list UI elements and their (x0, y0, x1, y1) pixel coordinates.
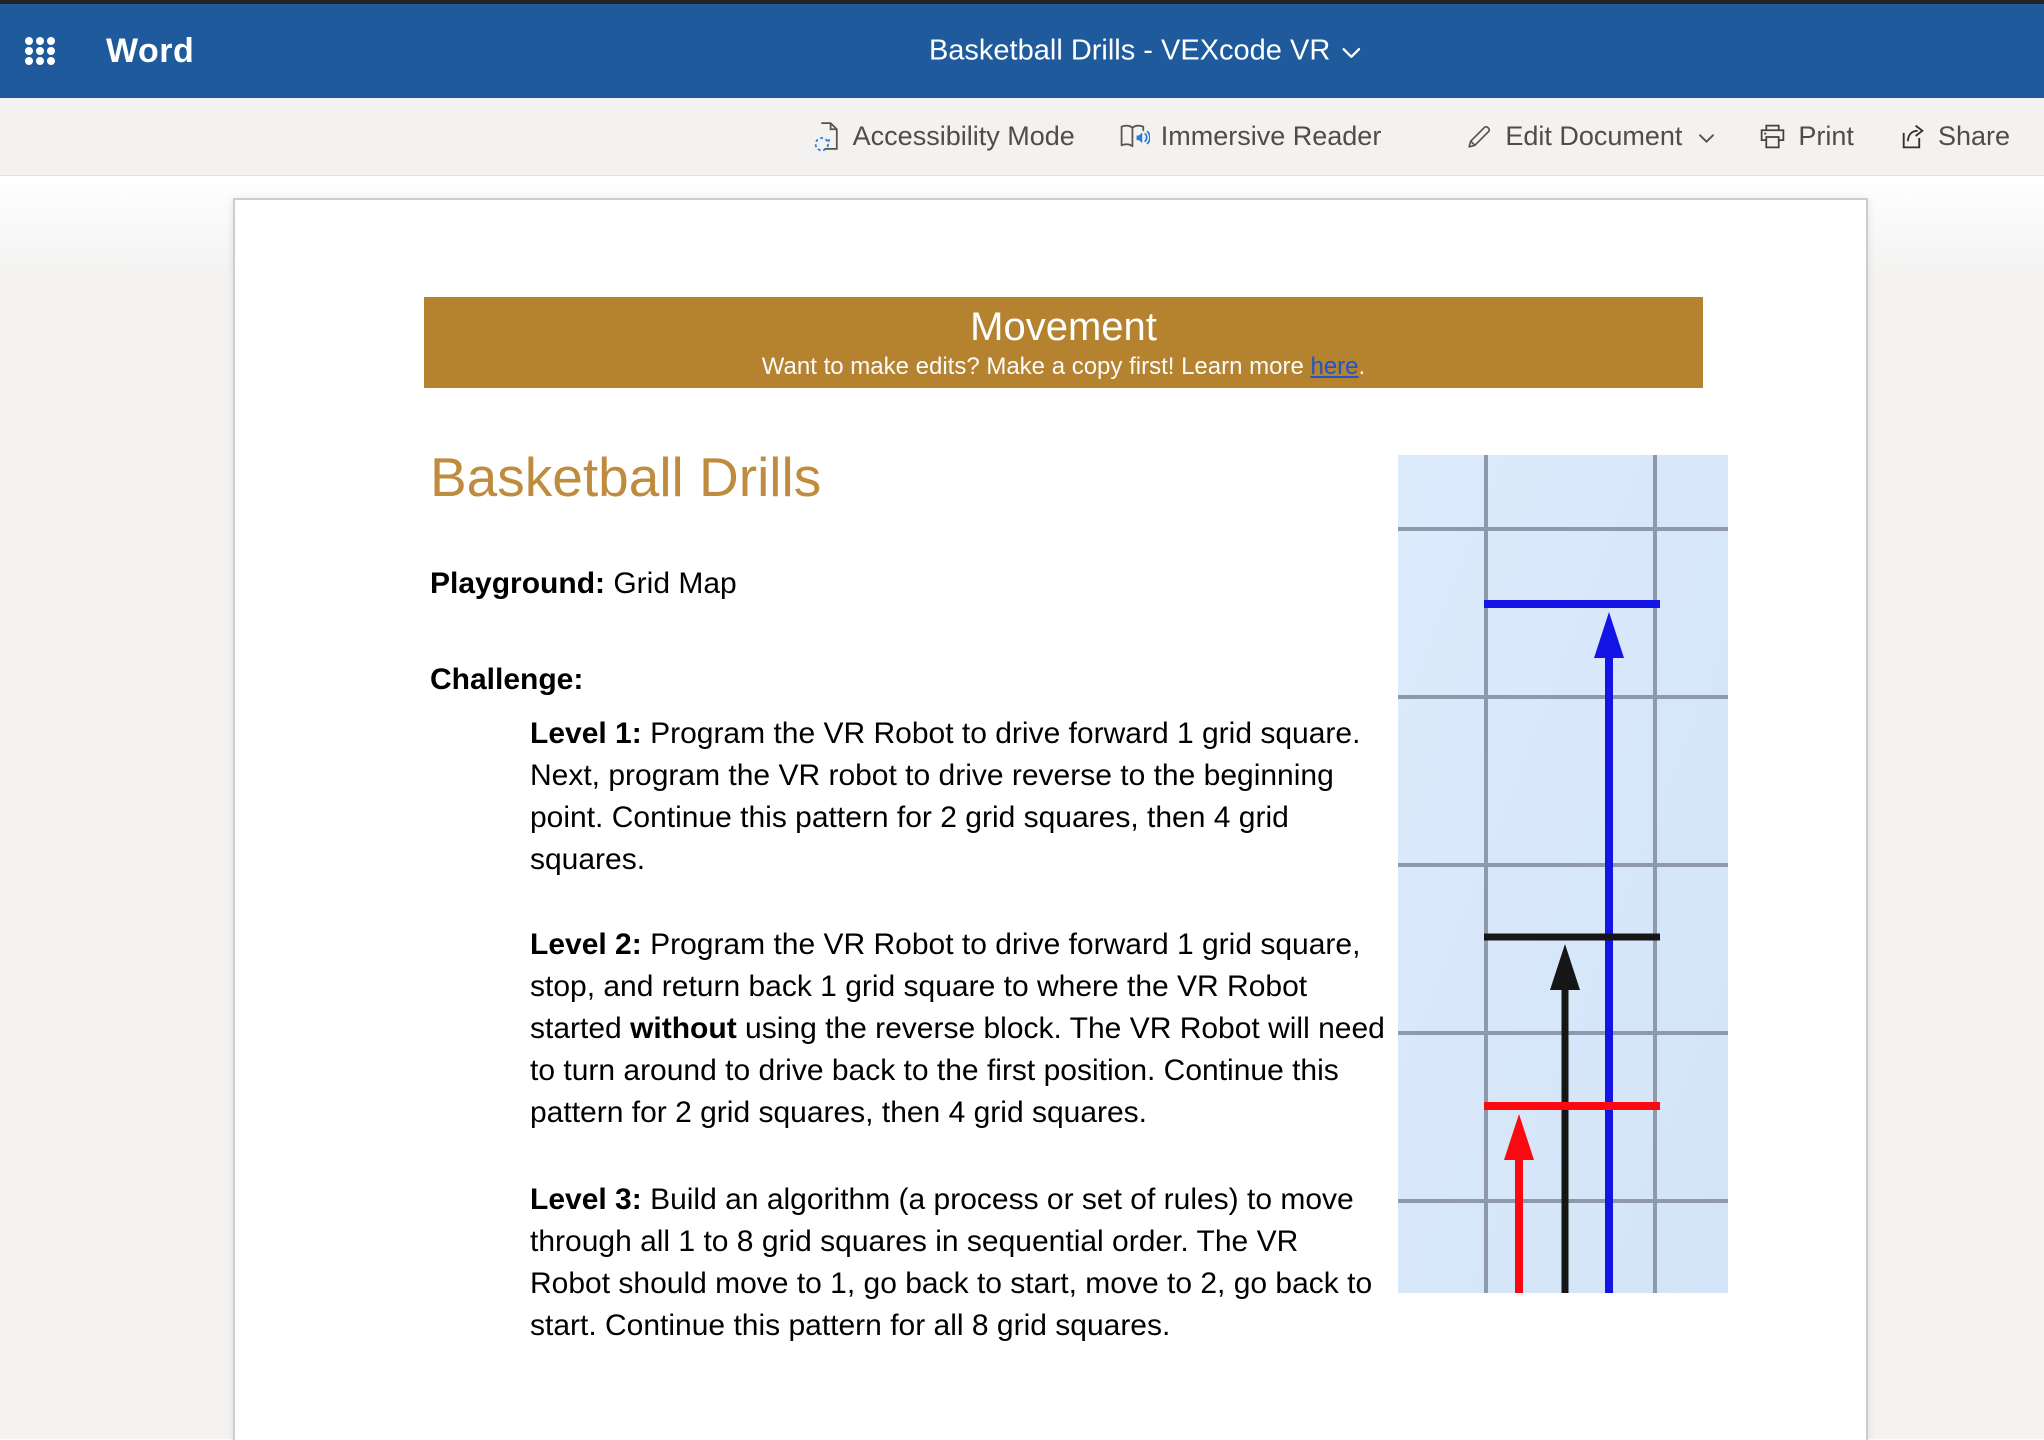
level-1-text: Program the VR Robot to drive forward 1 grid square. Next, program the VR robot to drive reverse to the beginning point. Continue this pattern for 2 grid squares, then 4 grid squares. (530, 717, 1361, 876)
level-2-label: Level 2: (530, 928, 642, 961)
edit-document-label: Edit Document (1505, 121, 1683, 151)
doc-title-dropdown[interactable] (929, 35, 1360, 68)
here-link[interactable]: here (1310, 352, 1359, 380)
banner-title: Movement (970, 304, 1157, 349)
share-label: Share (1937, 121, 2010, 151)
app-header (0, 4, 2044, 98)
playground-label: Playground: (430, 567, 606, 600)
document-canvas (0, 176, 2044, 1439)
immersive-reader-label: Immersive Reader (1160, 121, 1382, 151)
print-label: Print (1798, 121, 1854, 151)
print-button[interactable] (1758, 121, 1854, 152)
accessibility-mode-icon (813, 121, 842, 152)
doc-title: Basketball Drills - VEXcode VR (928, 34, 1331, 67)
grid-map-figure (1398, 455, 1728, 1293)
banner-subtitle-text: Want to make edits? Make a copy first! Learn more (761, 352, 1311, 380)
level-2-bold-word: without (630, 1012, 737, 1045)
share-button[interactable] (1898, 121, 2010, 152)
app-name: Word (106, 31, 195, 70)
accessibility-mode-label: Accessibility Mode (852, 121, 1075, 151)
print-icon (1758, 122, 1787, 151)
level-3-text: Build an algorithm (a process or set of rules) to move through all 1 to 8 grid squares in sequential order. The VR Robot should move to 1, go back to start, move to 2, go back to start. Continue this pattern for all 8 grid squares. (530, 1183, 1373, 1342)
immersive-reader-icon (1119, 122, 1150, 151)
level-2-text-before: Program the VR Robot to drive forward 1 grid square, stop, and return back 1 grid square to where the VR Robot started (530, 928, 1361, 1045)
share-icon (1898, 122, 1927, 151)
accessibility-mode-button[interactable] (813, 121, 1075, 152)
waffle-icon (24, 35, 56, 67)
command-toolbar (0, 98, 2044, 176)
level-3-label: Level 3: (530, 1183, 642, 1216)
immersive-reader-button[interactable] (1119, 121, 1382, 152)
movement-banner (424, 297, 1703, 388)
chevron-down-icon (1699, 134, 1714, 143)
document-page (233, 198, 1868, 1440)
challenge-label-text: Challenge: (430, 663, 584, 696)
banner-subtitle (762, 352, 1365, 382)
chevron-down-icon (1342, 48, 1360, 59)
level-1-label: Level 1: (530, 717, 642, 750)
banner-subtitle-period: . (1358, 352, 1366, 380)
page-title: Basketball Drills (430, 446, 822, 508)
edit-document-button[interactable] (1465, 121, 1714, 152)
edit-pencil-icon (1465, 122, 1494, 151)
playground-value: Grid Map (605, 567, 737, 600)
level-2-text-after: using the reverse block. The VR Robot will need to turn around to drive back to the first position. Continue this pattern for 2 grid squares, then 4 grid squares. (530, 1012, 1385, 1129)
app-launcher-button[interactable] (12, 23, 68, 79)
